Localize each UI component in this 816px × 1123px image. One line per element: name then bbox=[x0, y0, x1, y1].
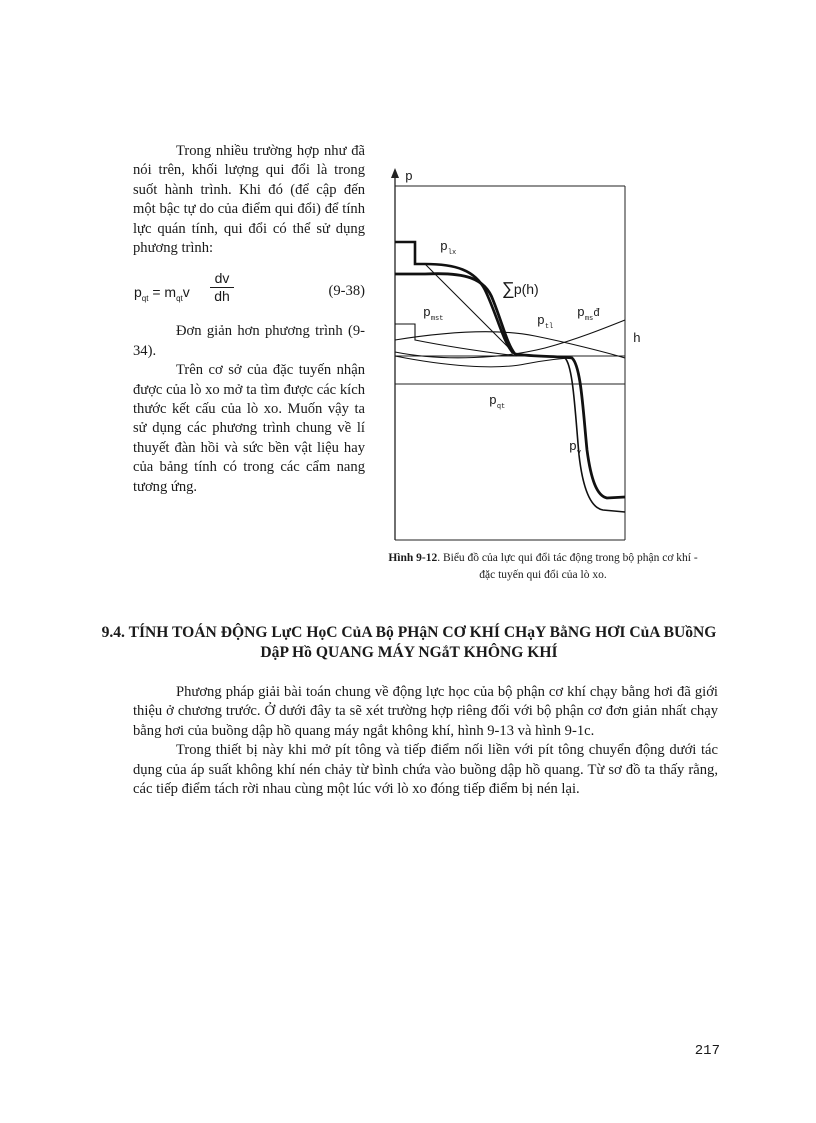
curve-pv bbox=[565, 358, 625, 512]
section-heading: 9.4. TÍNH TOÁN ĐỘNG LựC HọC CủA Bộ PHậN CƠ KHÍ CHạY BằNG HƠI CủA BUồNG DậP Hồ QUANG MÁY NGắT KHÔNG KHÍ bbox=[101, 624, 717, 661]
label-sum-p: ∑p(h) bbox=[503, 280, 539, 300]
page-number: 217 bbox=[694, 1043, 720, 1059]
left-paragraph-3: Trên cơ sở của đặc tuyến nhận được của lò xo mở ta tìm được các kích thước kết cấu của lò xo. Muốn vậy ta sử dụng các phương trình chung về lí thuyết đàn hồi và sức bền vật liệu hay của bảng tính có trong các cẩm nang tương ứng. bbox=[133, 362, 365, 495]
left-paragraph-1: Trong nhiều trường hợp như đã nói trên, khối lượng qui đổi là trong suốt hành trình. Khi đó (để cập đến một bậc tự do của điểm qui đổi) để tính lực quán tính, qui đổi có thể sử dụng phương trình: bbox=[133, 143, 365, 257]
caption-text: . Biểu đồ của lực qui đổi tác động trong bộ phận cơ khí - đặc tuyến qui đổi của lò xo. bbox=[437, 552, 698, 581]
label-pmsd: $p_{ms}^đ$ bbox=[577, 305, 600, 323]
body-paragraph-2: Trong thiết bị này khi mở pít tông và tiếp điểm nối liền với pít tông chuyển động dưới tác dụng của áp suất không khí nén chảy từ bình chứa vào buồng dập hồ quang. Từ sơ đồ ta thấy rằng, các tiếp điểm tách rời nhau cùng một lúc với lò xo đóng tiếp điểm bị nén lại. bbox=[133, 742, 718, 798]
fraction-denominator: dh bbox=[214, 288, 230, 305]
figure-9-12 bbox=[385, 160, 705, 548]
figure-diagram bbox=[385, 160, 705, 548]
caption-label: Hình 9-12 bbox=[388, 552, 438, 564]
label-pv: $p_v$ bbox=[569, 439, 582, 457]
label-axis-h: h bbox=[633, 331, 641, 346]
label-pqt: $p_{qt}$ bbox=[489, 393, 506, 411]
body-text bbox=[133, 683, 718, 799]
equation-number: (9-38) bbox=[328, 283, 365, 300]
label-axis-p: p bbox=[405, 169, 413, 184]
left-paragraph-2: Đơn giản hơn phương trình (9-34). bbox=[133, 323, 365, 359]
left-text-column bbox=[133, 142, 365, 497]
equation-lhs: $p_{qt} = m_{qt}v$ bbox=[134, 284, 190, 304]
equation-9-38 bbox=[133, 268, 365, 320]
label-ptl: $p_{tl}$ bbox=[537, 313, 554, 331]
y-axis-arrow bbox=[391, 168, 399, 178]
label-plx: $p_{lx}$ bbox=[440, 239, 457, 257]
curve-pmst bbox=[395, 324, 517, 356]
body-paragraph-1: Phương pháp giải bài toán chung về động lực học của bộ phận cơ khí chạy bằng hơi đã giới thiệu ở chương trước. Ở dưới đây ta sẽ xét trường hợp riêng đối với bộ phận cơ đơn giản nhất chạy bằng hơi của buồng dập hồ quang máy ngắt không khí, hình 9-13 và hình 9-1c. bbox=[133, 684, 718, 739]
label-pmst: $p_{mst}$ bbox=[423, 305, 444, 323]
curve-pms bbox=[395, 320, 625, 358]
equation-fraction bbox=[210, 270, 234, 305]
curve-plx bbox=[395, 242, 513, 353]
figure-caption bbox=[383, 550, 703, 584]
fraction-numerator: dv bbox=[210, 270, 234, 288]
